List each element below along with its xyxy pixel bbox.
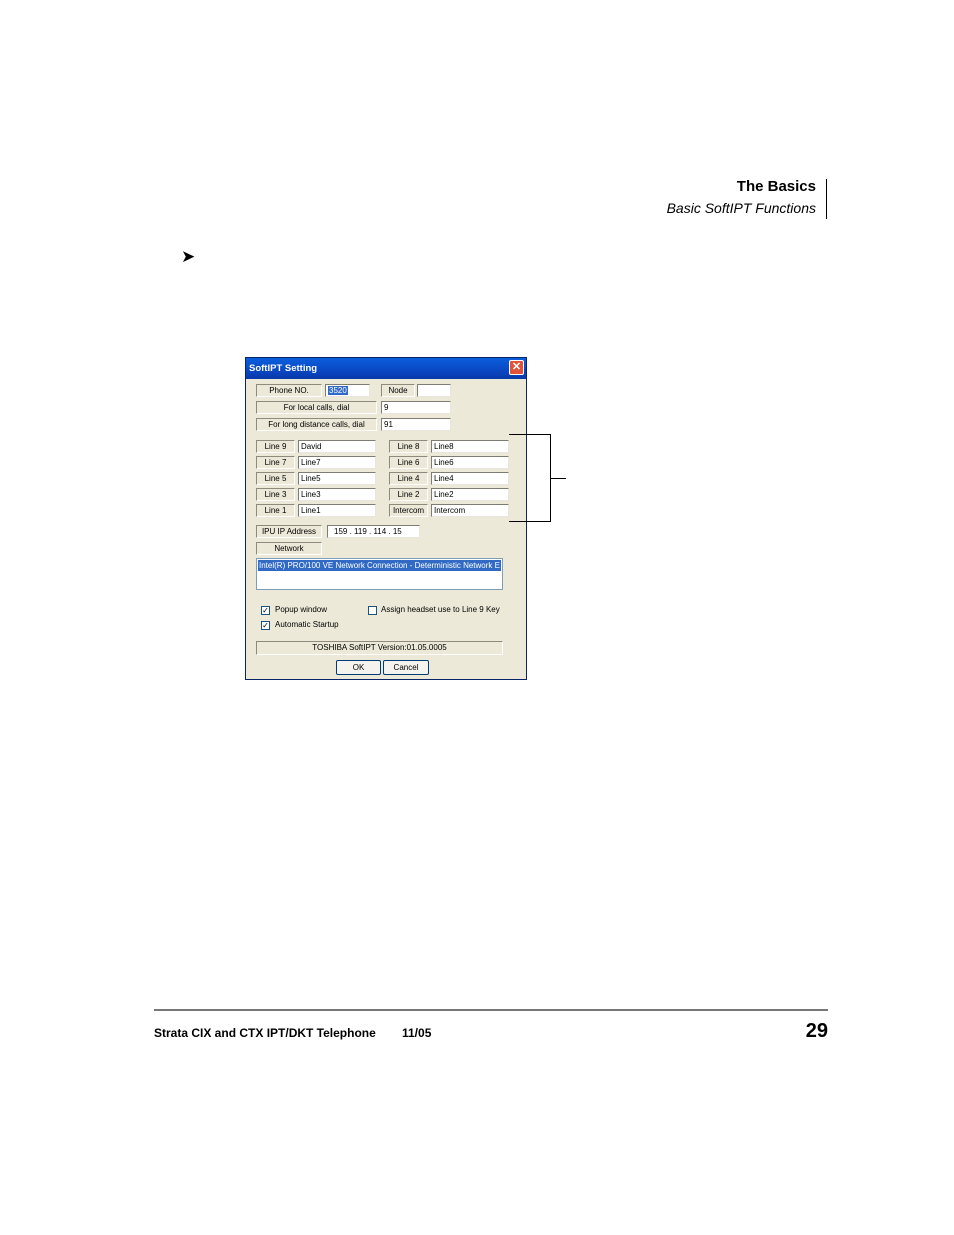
line-label: Line 8 [389, 440, 428, 453]
popup-window-label: Popup window [275, 605, 328, 614]
network-list-item[interactable]: Intel(R) PRO/100 VE Network Connection - Deterministic Network E [259, 561, 500, 570]
assign-headset-checkbox[interactable] [368, 606, 377, 615]
popup-window-checkbox[interactable] [261, 606, 270, 615]
phone-no-value: 3520 [329, 386, 347, 395]
line-field[interactable]: Line6 [431, 456, 509, 469]
footer-rule [154, 1009, 828, 1011]
local-calls-label: For local calls, dial [256, 401, 377, 414]
node-label: Node [381, 384, 415, 397]
long-distance-field[interactable]: 91 [381, 418, 451, 431]
local-calls-field[interactable]: 9 [381, 401, 451, 414]
line-field[interactable]: Line5 [298, 472, 376, 485]
line-label: Line 5 [256, 472, 295, 485]
arrow-bullet-icon: ➤ [181, 247, 196, 266]
header-rule [826, 179, 827, 219]
line-label: Line 9 [256, 440, 295, 453]
intercom-field[interactable]: Intercom [431, 504, 509, 517]
close-icon[interactable]: ✕ [509, 360, 524, 375]
footer-date: 11/05 [402, 1026, 432, 1040]
automatic-startup-checkbox[interactable] [261, 621, 270, 630]
dialog-titlebar [246, 358, 526, 379]
line-field[interactable]: Line1 [298, 504, 376, 517]
node-field[interactable] [417, 384, 451, 397]
ipu-ip-address-field[interactable]: 159 . 119 . 114 . 15 [327, 525, 420, 538]
intercom-label: Intercom [389, 504, 428, 517]
callout-pointer [550, 478, 566, 479]
long-distance-label: For long distance calls, dial [256, 418, 377, 431]
dialog-title: SoftIPT Setting [249, 363, 318, 374]
ok-button[interactable]: OK [336, 660, 381, 675]
section-subtitle: Basic SoftIPT Functions [666, 200, 816, 216]
line-label: Line 7 [256, 456, 295, 469]
version-label: TOSHIBA SoftIPT Version:01.05.0005 [256, 641, 503, 655]
line-field[interactable]: Line8 [431, 440, 509, 453]
footer-text: Strata CIX and CTX IPT/DKT Telephone [154, 1026, 376, 1040]
assign-headset-label: Assign headset use to Line 9 Key [381, 605, 500, 614]
section-title: The Basics [736, 178, 816, 195]
cancel-button[interactable]: Cancel [383, 660, 429, 675]
automatic-startup-label: Automatic Startup [275, 620, 339, 629]
line-label: Line 2 [389, 488, 428, 501]
phone-no-field[interactable] [325, 384, 370, 397]
page-number: 29 [805, 1020, 828, 1042]
callout-bracket-top [509, 434, 551, 435]
line-label: Line 4 [389, 472, 428, 485]
phone-no-label: Phone NO. [256, 384, 322, 397]
line-label: Line 1 [256, 504, 295, 517]
network-label: Network [256, 542, 322, 555]
check-icon: ✓ [262, 606, 269, 615]
line-field[interactable]: Line4 [431, 472, 509, 485]
check-icon: ✓ [262, 621, 269, 630]
line-label: Line 3 [256, 488, 295, 501]
line-field[interactable]: Line7 [298, 456, 376, 469]
network-list[interactable] [256, 558, 503, 590]
line-field[interactable]: Line3 [298, 488, 376, 501]
line-field[interactable]: David [298, 440, 376, 453]
callout-bracket-bottom [509, 521, 551, 522]
ipu-ip-address-label: IPU IP Address [256, 525, 322, 538]
line-field[interactable]: Line2 [431, 488, 509, 501]
softipt-setting-dialog [245, 357, 527, 680]
line-label: Line 6 [389, 456, 428, 469]
